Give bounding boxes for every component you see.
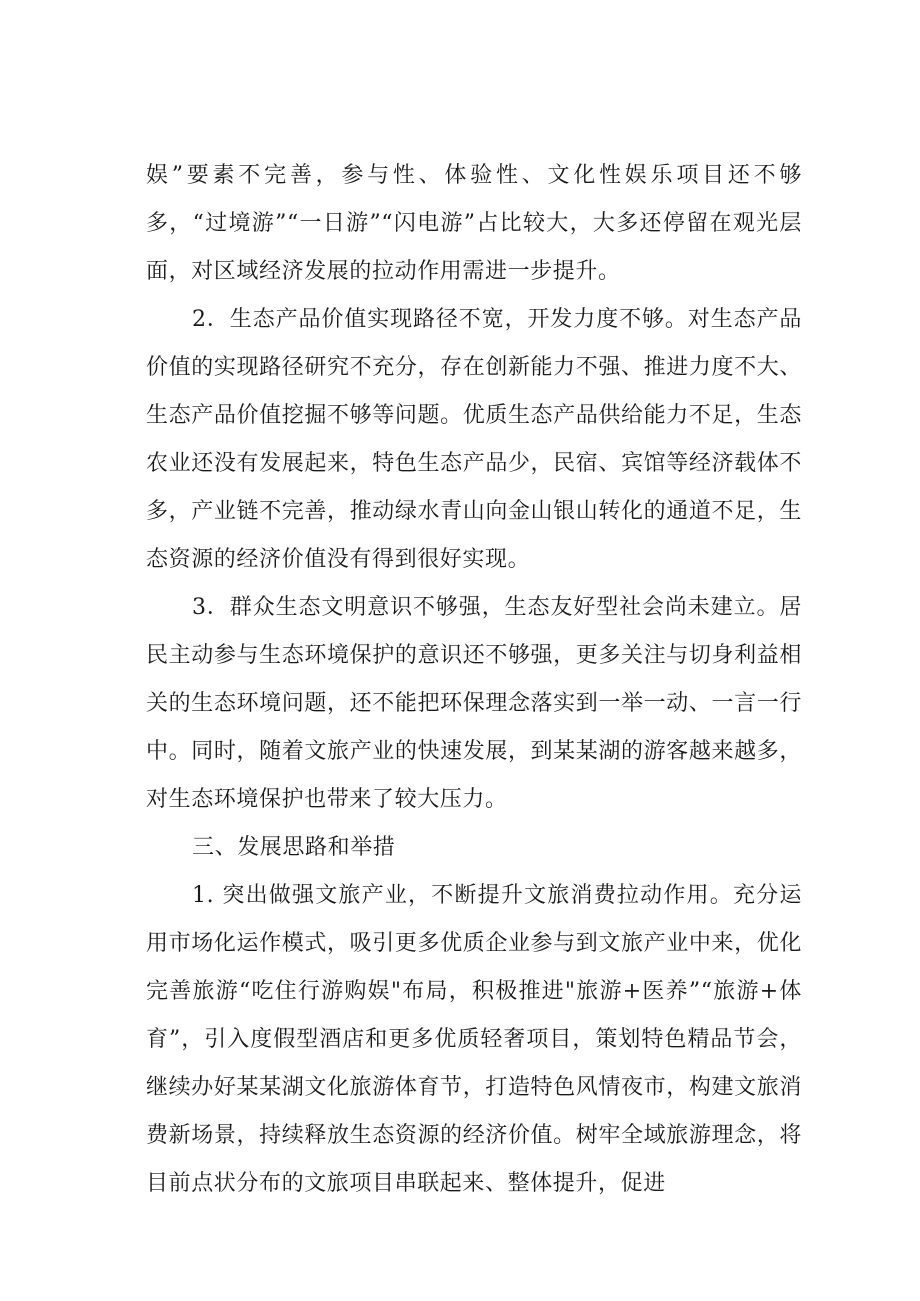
paragraph-measure-1: 1. 突出做强文旅产业，不断提升文旅消费拉动作用。充分运用市场化运作模式，吸引更多优质企业参与到文旅产业中来，优化完善旅游“吃住行游购娱"布局，积极推进"旅游+医养”“旅游+体育”，引入度假型酒店和更多优质轻奢项目，策划特色精品节会，继续办好某某湖文化旅游体育节，打造特色风情夜市，构建文旅消费新场景，持续释放生态资源的经济价值。树牢全域旅游理念，将目前点状分布的文旅项目串联起来、整体提升，促进 xyxy=(146,883,802,1196)
paragraph-item-3: 3．群众生态文明意识不够强，生态友好型社会尚未建立。居民主动参与生态环境保护的意识还不够强，更多关注与切身利益相关的生态环境问题，还不能把环保理念落实到一举一动、一言一行中。同时，随着文旅产业的快速发展，到某某湖的游客越来越多，对生态环境保护也带来了较大压力。 xyxy=(146,595,802,812)
section-heading: 三、发展思路和举措 xyxy=(192,835,396,860)
paragraph-continuation: 娱”要素不完善，参与性、体验性、文化性娱乐项目还不够多，“过境游”“一日游”“闪电游”占比较大，大多还停留在观光层面，对区域经济发展的拉动作用需进一步提升。 xyxy=(146,163,802,284)
paragraph-item-2: 2．生态产品价值实现路径不宽，开发力度不够。对生态产品价值的实现路径研究不充分，存在创新能力不强、推进力度不大、生态产品价值挖掘不够等问题。优质生态产品供给能力不足，生态农业还没有发展起来，特色生态产品少，民宿、宾馆等经济载体不多，产业链不完善，推动绿水青山向金山银山转化的通道不足，生态资源的经济价值没有得到很好实现。 xyxy=(146,307,802,572)
document-body xyxy=(146,152,802,1208)
